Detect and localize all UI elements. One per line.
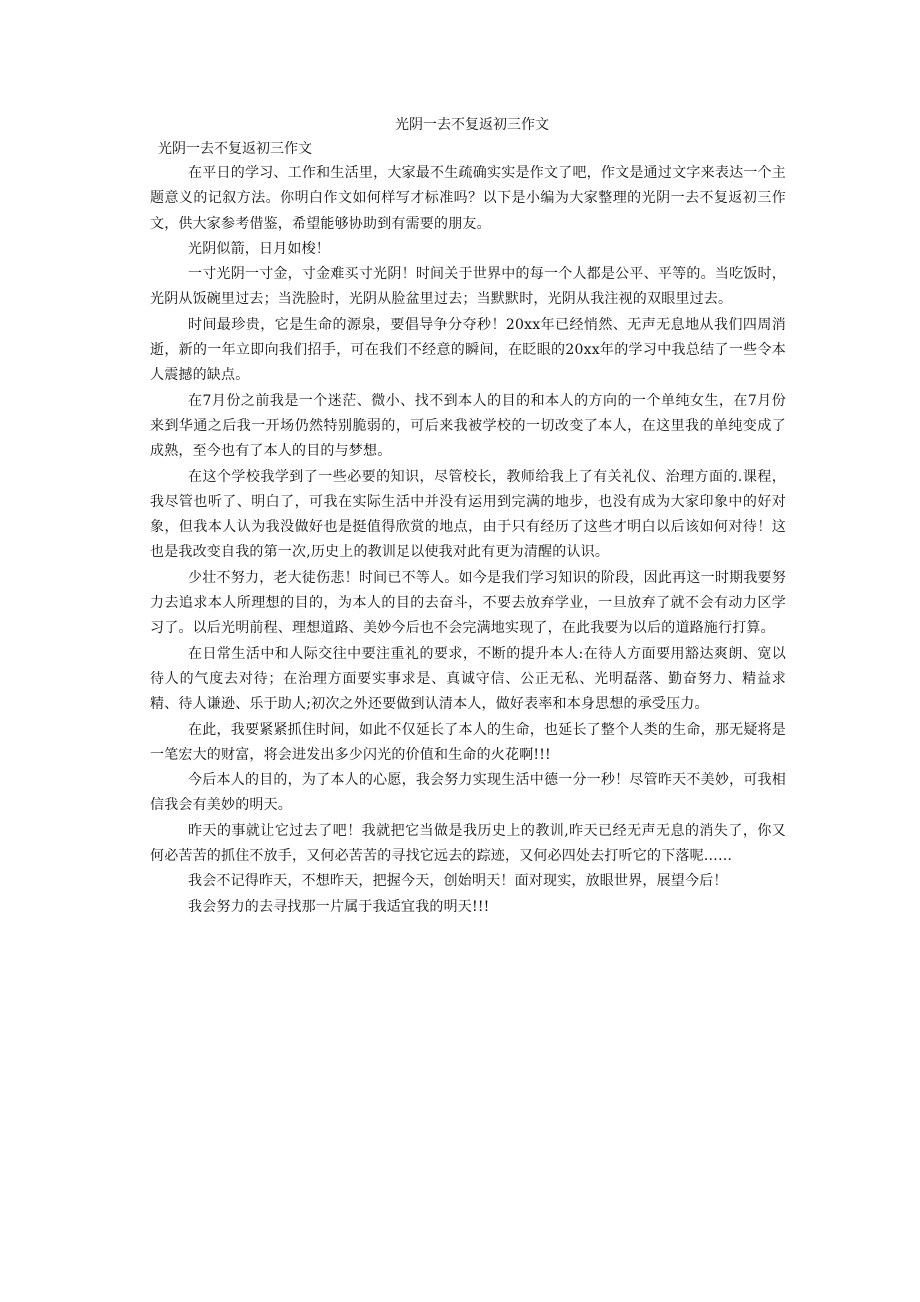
paragraph-10: 今后本人的目的，为了本人的心愿，我会努力实现生活中德一分一秒！尽管昨天不美妙，可我相信我会有美妙的明天。 — [150, 772, 786, 814]
paragraph-1: 在平日的学习、工作和生活里，大家最不生疏确实实是作文了吧，作文是通过文字来表达一个主题意义的记叙方法。你明白作文如何样写才标准吗？以下是小编为大家整理的光阴一去不复返初三作文，供大家参考借鉴，希望能够协助到有需要的朋友。 — [150, 165, 786, 232]
paragraph-13: 我会努力的去寻找那一片属于我适宜我的明天!!! — [188, 898, 490, 915]
paragraph-6: 在这个学校我学到了一些必要的知识，尽管校长，教师给我上了有关礼仪、治理方面的.课程，我尽管也听了、明白了，可我在实际生活中并没有运用到完满的地步，也没有成为大家印象中的好对象，但我本人认为我没做好也是挺值得欣赏的地点，由于只有经历了这些才明白以后该如何对待！这也是我改变自我的第一次,历史上的教训足以使我对此有更为清醒的认识。 — [150, 468, 786, 561]
paragraph-11: 昨天的事就让它过去了吧！我就把它当做是我历史上的教训,昨天已经无声无息的消失了，你又何必苦苦的抓住不放手，又何必苦苦的寻找它远去的踪迹，又何必四处去打听它的下落呢…… — [150, 822, 786, 865]
document-title: 光阴一去不复返初三作文 — [395, 117, 549, 133]
paragraph-8: 在日常生活中和人际交往中要注重礼的要求，不断的提升本人:在待人方面要用豁达爽朗、宽以待人的气度去对待；在治理方面要实事求是、真诚守信、公正无私、光明磊落、勤奋努力、精益求精、待人谦逊、乐于助人;初次之外还要做到认清本人，做好表率和本身思想的承受压力。 — [150, 645, 786, 713]
paragraph-2: 光阴似箭，日月如梭！ — [188, 240, 330, 257]
paragraph-12: 我会不记得昨天，不想昨天，把握今天，创始明天！面对现实，放眼世界，展望今后！ — [188, 873, 728, 890]
document-subtitle: 光阴一去不复返初三作文 — [158, 141, 312, 157]
paragraph-9: 在此，我要紧紧抓住时间，如此不仅延长了本人的生命，也延长了整个人类的生命，那无疑将是一笔宏大的财富，将会进发出多少闪光的价值和生命的火花啊!!! — [150, 721, 786, 763]
paragraph-5: 在7月份之前我是一个迷茫、微小、找不到本人的目的和本人的方向的一个单纯女生，在7月份来到华通之后我一开场仍然特别脆弱的，可后来我被学校的一切改变了本人，在这里我的单纯变成了成熟，至今也有了本人的目的与梦想。 — [150, 392, 786, 460]
paragraph-4: 时间最珍贵，它是生命的源泉，要倡导争分夺秒！20xx年已经悄然、无声无息地从我们四周消逝，新的一年立即向我们招手，可在我们不经意的瞬间，在眨眼的20xx年的学习中我总结了一些令本人震撼的缺点。 — [150, 316, 786, 384]
paragraph-7: 少壮不努力，老大徒伤悲！时间已不等人。如今是我们学习知识的阶段，因此再这一时期我要努力去追求本人所理想的目的，为本人的目的去奋斗，不要去放弃学业，一旦放弃了就不会有动力区学习了。以后光明前程、理想道路、美妙今后也不会完满地实现了，在此我要为以后的道路施行打算。 — [150, 569, 786, 637]
document-page — [150, 113, 786, 920]
paragraph-3: 一寸光阴一寸金，寸金难买寸光阴！时间关于世界中的每一个人都是公平、平等的。当吃饭时，光阴从饭碗里过去；当洗脸时，光阴从脸盆里过去；当默默时，光阴从我注视的双眼里过去。 — [150, 266, 786, 308]
